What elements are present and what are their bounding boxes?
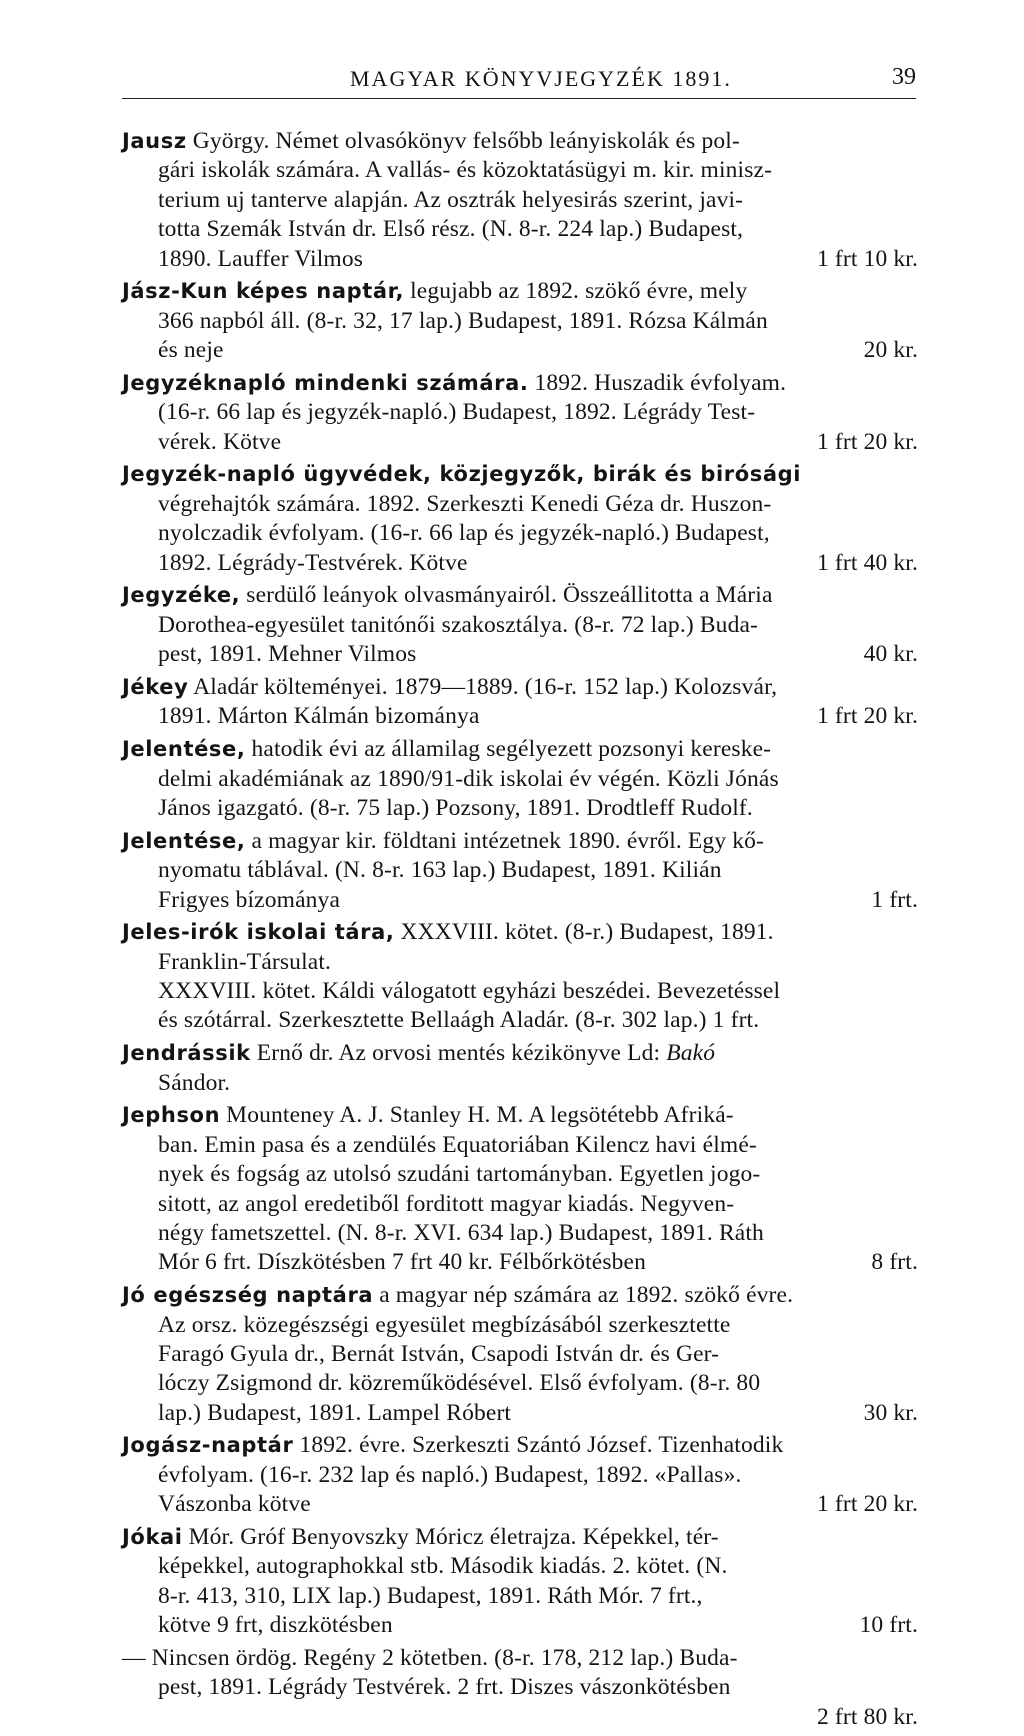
entry-text: és neje	[158, 337, 224, 364]
entry-text: XXXVIII. kötet. Káldi válogatott egyházi beszédei. Bevezetéssel	[158, 978, 781, 1005]
entry-text: legujabb az 1892. szökő évre, mely	[404, 278, 748, 305]
entry-text: Ernő dr. Az orvosi mentés kézikönyve Ld:	[250, 1040, 667, 1067]
entry-text: Mór 6 frt. Díszkötésben 7 frt 40 kr. Félbőrkötésben	[158, 1249, 647, 1276]
entry-line	[122, 581, 918, 610]
bibliography-entries	[122, 127, 918, 1736]
entry-price: 1 frt 20 kr.	[816, 1491, 918, 1518]
entry-text: nyolczadik évfolyam. (16-r. 66 lap és jegyzék-napló.) Budapest,	[158, 520, 770, 547]
catalog-entry	[122, 1039, 918, 1098]
entry-headword: Jegyzéke,	[122, 583, 241, 608]
entry-line	[122, 1160, 918, 1189]
entry-line	[122, 1101, 918, 1130]
entry-text: kötve 9 frt, diszkötésben	[158, 1612, 393, 1639]
entry-headword: Jogász-naptár	[122, 1433, 294, 1458]
entry-line	[122, 156, 918, 185]
entry-text: Vászonba kötve	[158, 1491, 311, 1518]
entry-line	[122, 1190, 918, 1219]
catalog-entry	[122, 1523, 918, 1641]
entry-text: vérek. Kötve	[158, 428, 282, 455]
catalog-entry	[122, 460, 918, 578]
catalog-entry	[122, 1431, 918, 1519]
entry-text: terium uj tanterve alapján. Az osztrák helyesirás szerint, javi-	[158, 186, 744, 213]
entry-line	[122, 519, 918, 548]
entry-text: Az orsz. közegészségi egyesület megbízásából szerkesztette	[158, 1311, 731, 1338]
entry-line	[122, 1523, 918, 1552]
entry-text: Aladár költeményei. 1879—1889. (16-r. 152 lap.) Kolozsvár,	[188, 673, 778, 700]
entry-price: 1 frt.	[871, 886, 918, 913]
entry-line	[122, 127, 918, 156]
entry-price: 30 kr.	[863, 1399, 918, 1426]
entry-line	[122, 1311, 918, 1340]
entry-price: 1 frt 10 kr.	[816, 245, 918, 272]
entry-line	[122, 1369, 918, 1398]
entry-headword: Jegyzék-napló ügyvédek, közjegyzők, birák és birósági	[122, 462, 802, 487]
catalog-entry	[122, 1101, 918, 1277]
entry-line	[122, 640, 918, 669]
entry-line	[122, 611, 918, 640]
entry-line	[122, 673, 918, 702]
catalog-entry	[122, 1644, 918, 1732]
entry-line	[122, 245, 918, 274]
entry-line	[122, 490, 918, 519]
entry-line	[122, 918, 918, 947]
entry-price: 1 frt 20 kr.	[816, 428, 918, 455]
entry-line	[122, 1281, 918, 1310]
entry-line	[122, 1248, 918, 1277]
entry-text: nyek és fogság az utolsó szudáni tartományban. Egyetlen jogo-	[158, 1161, 761, 1188]
catalog-entry	[122, 277, 918, 365]
entry-line	[122, 1490, 918, 1519]
catalog-entry	[122, 581, 918, 669]
entry-text: 366 napból áll. (8-r. 32, 17 lap.) Budapest, 1891. Rózsa Kálmán	[158, 307, 768, 334]
entry-reference: Bakó	[666, 1040, 716, 1067]
page-header	[122, 58, 916, 98]
entry-text: Mounteney A. J. Stanley H. M. A legsötétebb Afriká-	[220, 1102, 734, 1129]
entry-line	[122, 765, 918, 794]
header-rule	[122, 98, 916, 99]
entry-text: 1892. évre. Szerkeszti Szántó József. Tizenhatodik	[293, 1432, 784, 1459]
entry-line	[122, 702, 918, 731]
entry-line	[122, 1611, 918, 1640]
entry-text: serdülő leányok olvasmányairól. Összeállitotta a Mária	[240, 582, 773, 609]
entry-headword: Jékey	[122, 674, 189, 699]
entry-line	[122, 336, 918, 365]
entry-line	[122, 1006, 918, 1035]
entry-text: János igazgató. (8-r. 75 lap.) Pozsony, 1891. Drodtleff Rudolf.	[158, 794, 753, 821]
catalog-entry	[122, 369, 918, 457]
entry-line	[122, 549, 918, 578]
entry-headword: Jelentése,	[122, 737, 246, 762]
entry-line	[122, 1340, 918, 1369]
entry-line	[122, 1131, 918, 1160]
entry-headword: Jelentése,	[122, 828, 246, 853]
catalog-entry	[122, 127, 918, 274]
entry-text: Faragó Gyula dr., Bernát István, Csapodi István dr. és Ger-	[158, 1340, 720, 1367]
entry-line	[122, 735, 918, 764]
entry-text: Dorothea-egyesület tanitónői szakosztálya. (8-r. 72 lap.) Buda-	[158, 611, 759, 638]
entry-text: évfolyam. (16-r. 232 lap és napló.) Budapest, 1892. «Pallas».	[158, 1461, 742, 1488]
entry-text: (16-r. 66 lap és jegyzék-napló.) Budapest, 1892. Légrády Test-	[158, 399, 756, 426]
entry-text: négy fametszettel. (N. 8-r. XVI. 634 lap.) Budapest, 1891. Ráth	[158, 1219, 764, 1246]
entry-text: pest, 1891. Légrády Testvérek. 2 frt. Diszes vászonkötésben	[158, 1674, 731, 1701]
entry-line	[122, 277, 918, 306]
entry-price: 1 frt 20 kr.	[816, 703, 918, 730]
entry-line	[122, 1219, 918, 1248]
entry-text: hatodik évi az államilag segélyezett pozsonyi kereske-	[245, 736, 772, 763]
entry-text: Franklin-Társulat.	[158, 948, 332, 975]
entry-line	[122, 827, 918, 856]
catalog-entry	[122, 1281, 918, 1428]
running-title: MAGYAR KÖNYVJEGYZÉK 1891.	[350, 66, 732, 91]
entry-text: delmi akadémiának az 1890/91-dik iskolai év végén. Közli Jónás	[158, 765, 779, 792]
entry-line	[122, 1552, 918, 1581]
entry-text: 1892. Huszadik évfolyam.	[528, 369, 787, 396]
entry-line	[122, 460, 918, 489]
entry-line	[122, 856, 918, 885]
entry-headword: Jephson	[122, 1103, 221, 1128]
entry-line	[122, 948, 918, 977]
entry-line	[122, 886, 918, 915]
entry-line	[122, 1703, 918, 1732]
entry-headword: Jausz	[122, 129, 187, 153]
entry-headword: Jendrássik	[122, 1041, 251, 1066]
entry-text: képekkel, autographokkal stb. Második kiadás. 2. kötet. (N.	[158, 1553, 728, 1580]
entry-headword: Jász-Kun képes naptár,	[122, 279, 405, 304]
entry-price: 1 frt 40 kr.	[816, 549, 918, 576]
entry-headword: Jeles-irók iskolai tára,	[122, 920, 395, 945]
entry-line	[122, 186, 918, 215]
entry-line	[122, 1644, 918, 1673]
catalog-entry	[122, 918, 918, 1036]
entry-line	[122, 794, 918, 823]
entry-text: Sándor.	[158, 1069, 231, 1096]
entry-line	[122, 369, 918, 398]
entry-text: lap.) Budapest, 1891. Lampel Róbert	[158, 1399, 512, 1426]
entry-text: 1892. Légrády-Testvérek. Kötve	[158, 549, 468, 576]
entry-text: a magyar kir. földtani intézetnek 1890. évről. Egy kő-	[245, 827, 765, 854]
entry-text: 1891. Márton Kálmán bizománya	[158, 703, 480, 730]
entry-line	[122, 1673, 918, 1702]
entry-text: 1890. Lauffer Vilmos	[158, 245, 364, 272]
entry-text: a magyar nép számára az 1892. szökő évre.	[373, 1282, 794, 1309]
entry-line	[122, 428, 918, 457]
entry-line	[122, 1069, 918, 1098]
catalog-entry	[122, 673, 918, 732]
page-number: 39	[892, 64, 916, 90]
entry-price: 10 frt.	[859, 1612, 918, 1639]
entry-text: 8-r. 413, 310, LIX lap.) Budapest, 1891. Ráth Mór. 7 frt.,	[158, 1582, 703, 1609]
entry-text: XXXVIII. kötet. (8-r.) Budapest, 1891.	[394, 919, 774, 946]
entry-line	[122, 977, 918, 1006]
entry-price: 20 kr.	[863, 337, 918, 364]
entry-text: ban. Emin pasa és a zendülés Equatoriában Kilencz havi élmé-	[158, 1131, 757, 1158]
entry-headword: Jókai	[122, 1525, 183, 1550]
entry-text: Frigyes bízománya	[158, 886, 341, 913]
entry-text: és szótárral. Szerkesztette Bellaágh Aladár. (8-r. 302 lap.) 1 frt.	[158, 1007, 760, 1034]
entry-text: gári iskolák számára. A vallás- és közoktatásügyi m. kir. minisz-	[158, 157, 773, 184]
catalog-entry	[122, 827, 918, 915]
entry-price: 2 frt 80 kr.	[816, 1703, 918, 1730]
entry-price: 40 kr.	[863, 641, 918, 668]
entry-text: végrehajtók számára. 1892. Szerkeszti Kenedi Géza dr. Huszon-	[158, 490, 772, 517]
entry-headword: Jegyzéknapló mindenki számára.	[122, 370, 529, 395]
entry-text: György. Német olvasókönyv felsőbb leányiskolák és pol-	[186, 128, 740, 154]
entry-headword: Jó egészség naptára	[122, 1283, 374, 1308]
entry-line	[122, 1431, 918, 1460]
entry-text: sitott, az angol eredetiből forditott magyar kiadás. Negyven-	[158, 1190, 735, 1217]
entry-line	[122, 1461, 918, 1490]
entry-line	[122, 1582, 918, 1611]
entry-line	[122, 398, 918, 427]
entry-line	[122, 307, 918, 336]
entry-text: nyomatu táblával. (N. 8-r. 163 lap.) Budapest, 1891. Kilián	[158, 857, 722, 884]
entry-text: lóczy Zsigmond dr. közreműködésével. Első évfolyam. (8-r. 80	[158, 1370, 761, 1397]
entry-text: totta Szemák István dr. Első rész. (N. 8-r. 224 lap.) Budapest,	[158, 216, 744, 243]
entry-line	[122, 1039, 918, 1068]
entry-line	[122, 1399, 918, 1428]
entry-text: pest, 1891. Mehner Vilmos	[158, 641, 417, 668]
entry-text: — Nincsen ördög. Regény 2 kötetben. (8-r. 178, 212 lap.) Buda-	[122, 1645, 738, 1671]
entry-text: Mór. Gróf Benyovszky Móricz életrajza. Képekkel, tér-	[182, 1524, 719, 1551]
entry-line	[122, 215, 918, 244]
entry-price: 8 frt.	[871, 1249, 918, 1276]
catalog-entry	[122, 735, 918, 823]
